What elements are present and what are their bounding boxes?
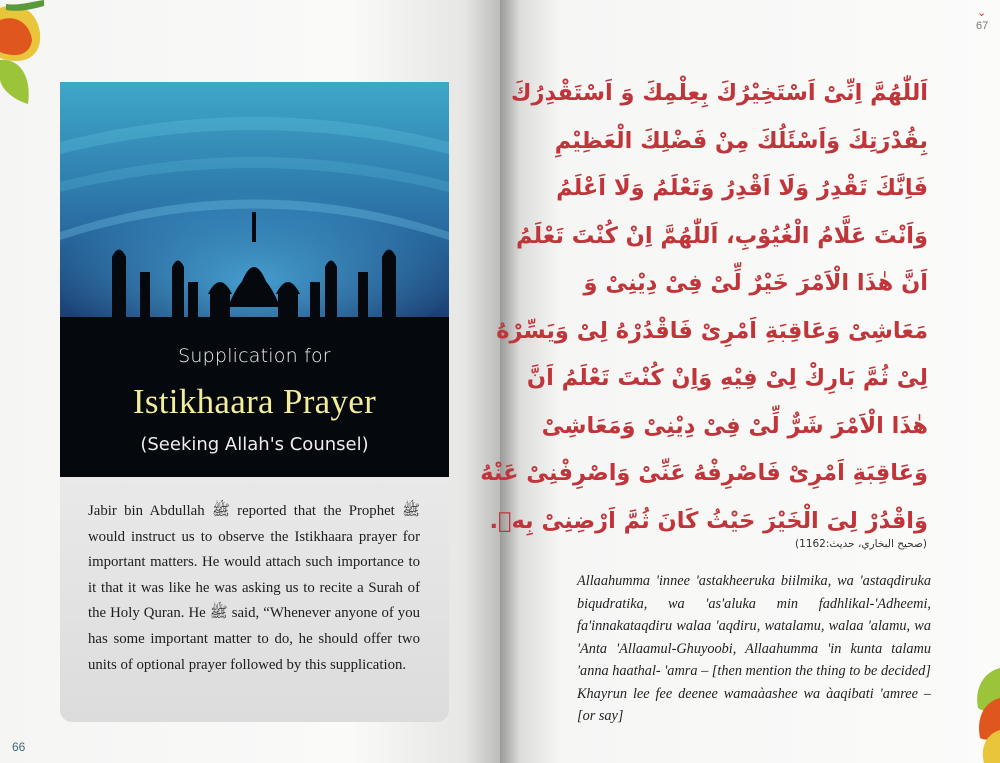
narration-text: Jabir bin Abdullah ﷺ reported that the Prophet ﷺ would instruct us to observe the Istikhaara prayer for important matters. He would attach such importance to it that it was like he was asking us to recite a Surah of the Holy Quran. He ﷺ said, “Whenever anyone of you has some important matter to do, he should offer two units of optional prayer followed by this supplication. — [88, 503, 421, 673]
banner-parenthetical: (Seeking Allah's Counsel) — [140, 434, 369, 455]
arabic-line: وَعَاقِبَةِ اَمْرِیْ فَاصْرِفْهُ عَنِّیْ وَاصْرِفْنِیْ عَنْهُ — [480, 460, 928, 486]
mosque-banner — [60, 82, 449, 477]
supplication-card — [60, 82, 449, 722]
arabic-line: مَعَاشِیْ وَعَاقِبَةِ اَمْرِیْ فَاقْدُرْهُ لِیْ وَیَسِّرْهُ — [496, 317, 928, 344]
arabic-line: هٰذَا الْاَمْرَ شَرٌّ لِّیْ فِیْ دِیْنِیْ وَمَعَاشِیْ — [541, 412, 928, 439]
narration-box — [60, 477, 449, 722]
hadith-reference: (صحيح البخاري، حديث:1162) — [795, 538, 927, 550]
right-page — [480, 0, 1000, 763]
arabic-line: فَاِنَّكَ تَقْدِرُ وَلَا اَقْدِرُ وَتَعْلَمُ وَلَا اَعْلَمُ — [556, 175, 928, 201]
page-number-left: 66 — [12, 740, 26, 754]
arabic-line: لِیْ ثُمَّ بَارِكْ لِیْ فِیْهِ وَاِنْ كُنْتَ تَعْلَمُ اَنَّ — [526, 365, 928, 391]
banner-title: Istikhaara Prayer — [132, 382, 377, 421]
arabic-line: وَاَنْتَ عَلَّامُ الْغُیُوْبِ، اَللّٰهُمَّ اِنْ كُنْتَ تَعْلَمُ — [515, 222, 928, 249]
chevron-down-icon: ⌄ — [977, 6, 987, 19]
leaf-decoration-top-left — [0, 0, 48, 110]
banner-subtitle: Supplication for — [178, 345, 331, 367]
arabic-line: بِقُدْرَتِكَ وَاَسْئَلُكَ مِنْ فَضْلِكَ الْعَظِیْمِ — [554, 127, 928, 154]
arabic-line: اَللّٰهُمَّ اِنِّیْ اَسْتَخِیْرُكَ بِعِلْمِكَ وَ اَسْتَقْدِرُكَ — [510, 80, 928, 106]
transliteration-text: Allaahumma 'innee 'astakheeruka biilmika, wa 'astaqdiruka biqudratika, wa 'as'aluka min fadhlikal-'Adheemi, fa'innakataqdiru walaa 'aqdiru, watalamu, walaa 'alamu, wa 'Anta 'Allaamul-Ghuyoobi, Allaahumma 'in kunta talamu 'anna haathal- 'amra – [then mention the thing to be decided] Khayrun lee fee deenee wamaàashee wa àaqibati 'amree – [or say] — [577, 573, 931, 724]
page-number-right: 67 — [976, 20, 989, 32]
arabic-supplication — [480, 70, 928, 545]
leaf-decoration-bottom-right — [970, 668, 1000, 763]
arabic-line: وَاقْدُرْ لِیَ الْخَیْرَ حَیْثُ كَانَ ثُمَّ اَرْضِنِیْ بِهٖ. — [489, 507, 928, 534]
arabic-line: اَنَّ هٰذَا الْاَمْرَ خَیْرٌ لِّیْ فِیْ دِیْنِیْ وَ — [583, 270, 928, 296]
